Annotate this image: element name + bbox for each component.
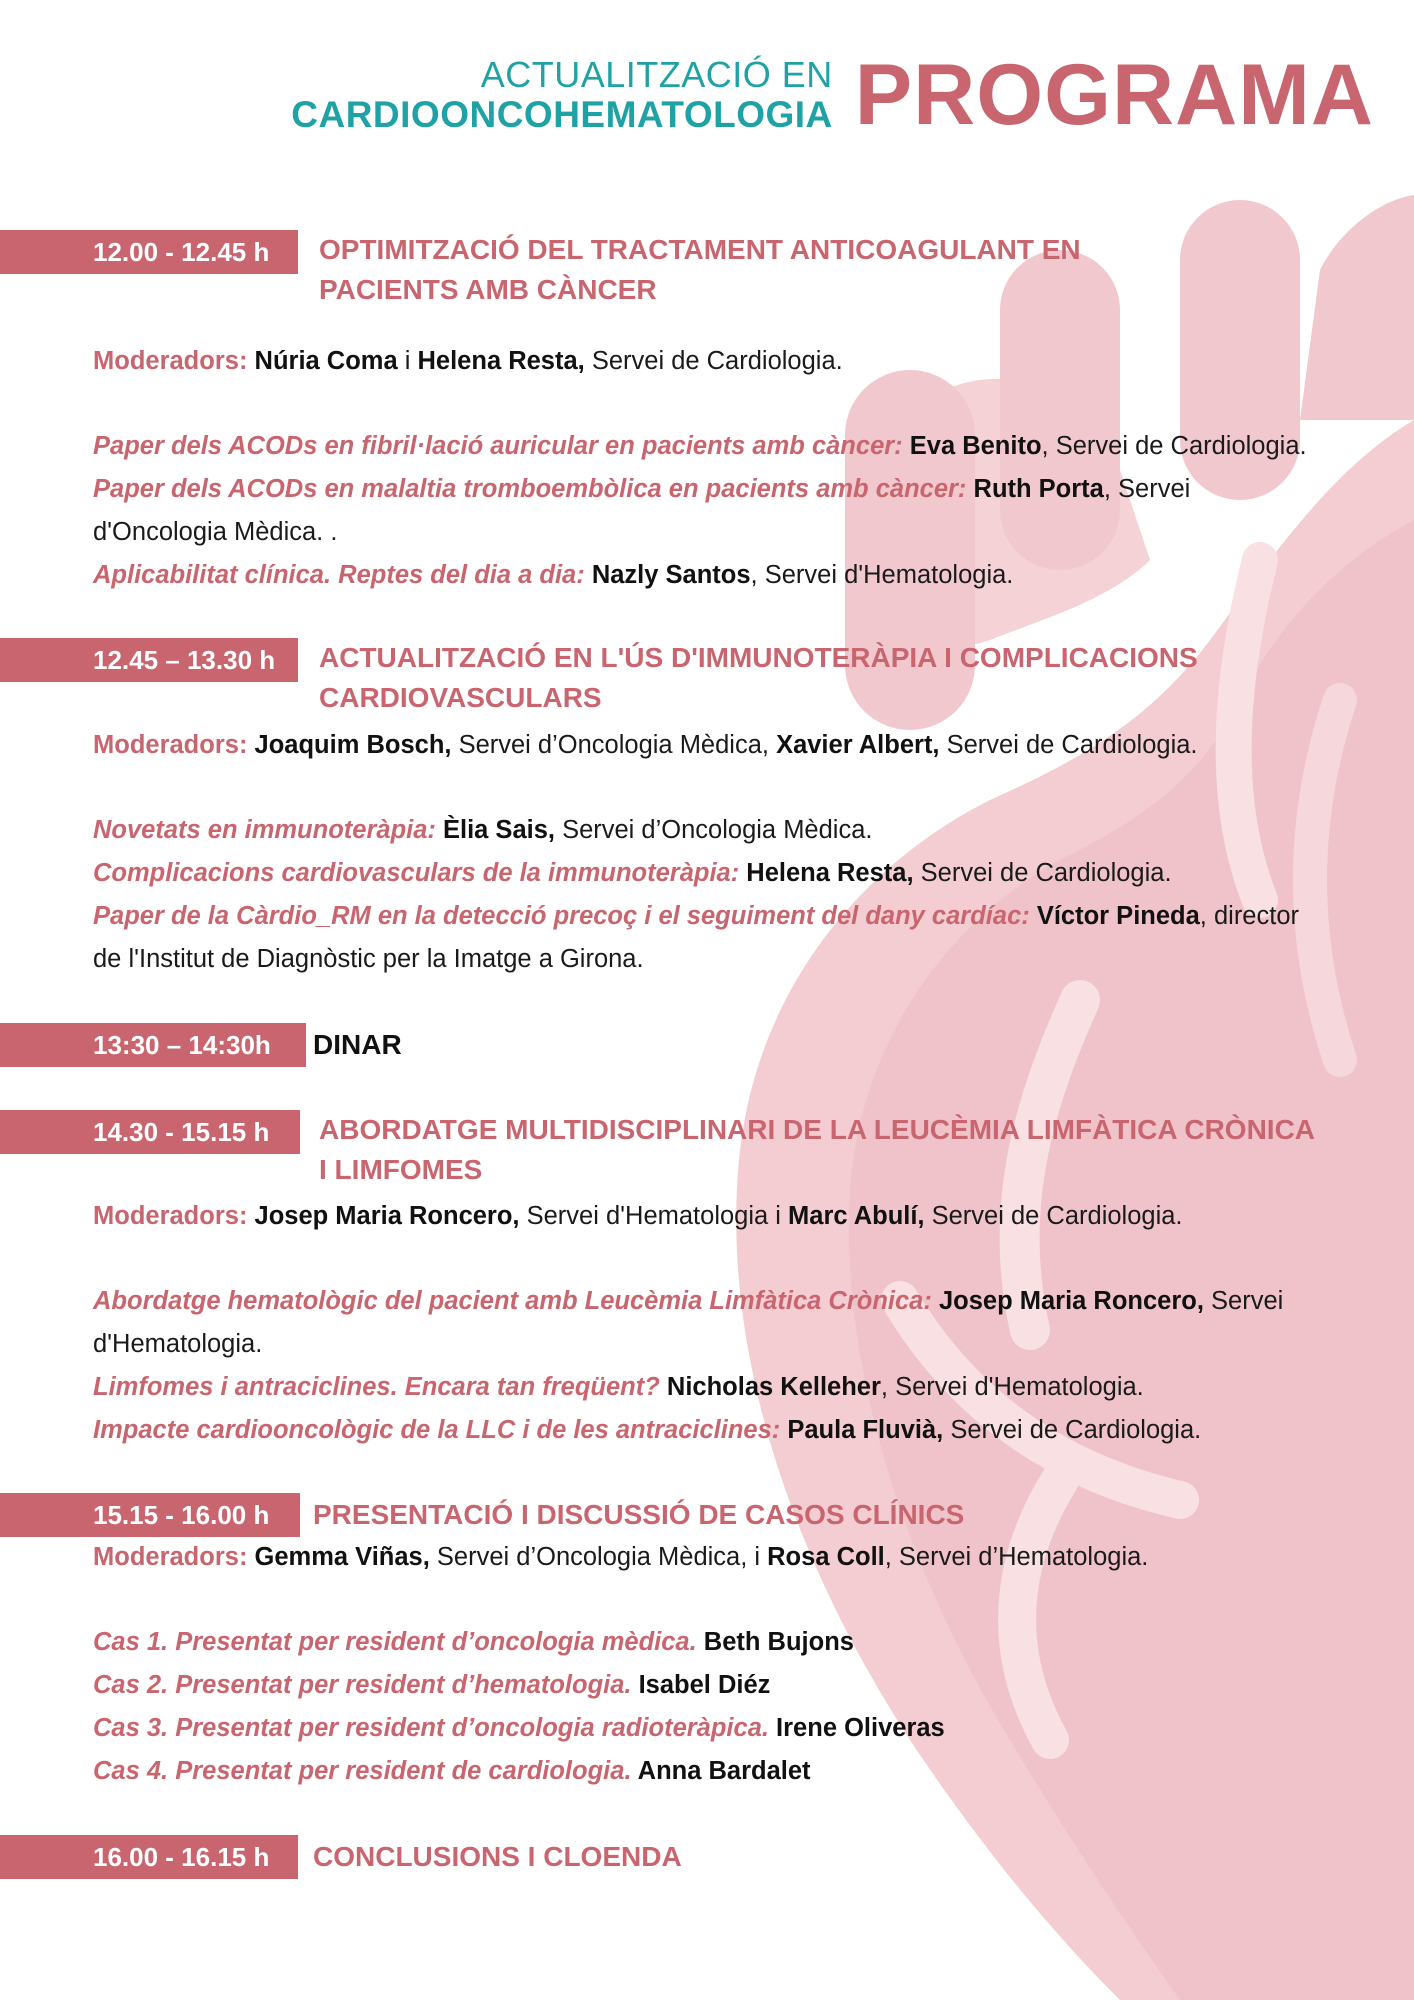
- session-time: 14.30 - 15.15 h: [0, 1110, 300, 1154]
- text: , Servei de Cardiologia.: [1041, 432, 1307, 460]
- text: , Servei: [1103, 475, 1191, 503]
- case-4: [93, 1750, 1343, 1793]
- session-time: 16.00 - 16.15 h: [0, 1835, 298, 1879]
- talk-3: [93, 895, 1343, 938]
- talk-title: Paper de la Càrdio_RM en la detecció precoç i el seguiment del dany cardíac:: [93, 902, 1030, 930]
- case-title: Cas 4. Presentat per resident de cardiologia.: [93, 1757, 632, 1785]
- case-title: Cas 2. Presentat per resident d’hematologia.: [93, 1671, 632, 1699]
- course-title-line2: CARDIOONCOHEMATOLOGIA: [291, 94, 833, 135]
- moderator-name: Gemma Viñas,: [247, 1543, 430, 1571]
- text: Servei d'Hematologia i: [519, 1202, 789, 1230]
- session-time: 13:30 – 14:30h: [0, 1023, 306, 1067]
- session-title: CONCLUSIONS I CLOENDA: [313, 1841, 682, 1872]
- talk-title: Limfomes i antraciclines. Encara tan freqüent?: [93, 1373, 660, 1401]
- talk-title: Paper dels ACODs en fibril·lació auricular en pacients amb càncer:: [93, 432, 903, 460]
- case-3: [93, 1707, 1343, 1750]
- text: , director: [1199, 902, 1299, 930]
- speaker-name: Nazly Santos: [584, 561, 751, 589]
- talk-title: Abordatge hematològic del pacient amb Leucèmia Limfàtica Crònica:: [93, 1287, 932, 1315]
- page-title: PROGRAMA: [854, 47, 1374, 143]
- session-title-line1: ACTUALITZACIÓ EN L'ÚS D'IMMUNOTERÀPIA I COMPLICACIONS: [319, 642, 1198, 673]
- talk-2: [93, 1366, 1343, 1409]
- session-time: 15.15 - 16.00 h: [0, 1493, 300, 1537]
- text: , Servei d'Hematologia.: [750, 561, 1014, 589]
- session-time: 12.00 - 12.45 h: [0, 230, 298, 274]
- text: Servei de Cardiologia.: [584, 347, 843, 375]
- talk-title: Aplicabilitat clínica. Reptes del dia a dia:: [93, 561, 585, 589]
- presenter-name: Beth Bujons: [696, 1628, 854, 1656]
- moderators: [93, 1536, 1343, 1579]
- text: Servei: [1203, 1287, 1284, 1315]
- speaker-name: Eva Benito: [902, 432, 1042, 460]
- speaker-name: Ruth Porta: [966, 475, 1104, 503]
- talk-3: [93, 554, 1343, 597]
- moderators-label: Moderadors:: [93, 1543, 248, 1571]
- moderators: [93, 1195, 1343, 1238]
- text: , Servei d'Hematologia.: [880, 1373, 1144, 1401]
- talk-2-cont: d'Oncologia Mèdica. .: [93, 518, 338, 546]
- session-title: DINAR: [313, 1029, 402, 1060]
- talk-title: Novetats en immunoteràpia:: [93, 816, 436, 844]
- session-title-line2: I LIMFOMES: [319, 1154, 483, 1185]
- talk-3-cont: de l'Institut de Diagnòstic per la Imatge a Girona.: [93, 945, 644, 973]
- session-title-line2: CARDIOVASCULARS: [319, 682, 602, 713]
- talk-1: [93, 1280, 1343, 1323]
- moderators: [93, 724, 1343, 767]
- text: Servei de Cardiologia.: [943, 1416, 1202, 1444]
- speaker-name: Paula Fluvià,: [780, 1416, 944, 1444]
- text: Servei de Cardiologia.: [913, 859, 1172, 887]
- moderator-name: Marc Abulí,: [788, 1202, 925, 1230]
- talk-2: [93, 852, 1343, 895]
- talk-1: [93, 809, 1343, 852]
- speaker-name: Víctor Pineda: [1029, 902, 1200, 930]
- text: Servei d’Oncologia Mèdica, i: [429, 1543, 768, 1571]
- session-title-line1: OPTIMITZACIÓ DEL TRACTAMENT ANTICOAGULANT EN: [319, 234, 1081, 265]
- moderators-label: Moderadors:: [93, 731, 248, 759]
- moderator-name: Joaquim Bosch,: [247, 731, 452, 759]
- talk-2: [93, 468, 1343, 511]
- session-title: PRESENTACIÓ I DISCUSSIÓ DE CASOS CLÍNICS: [313, 1499, 965, 1530]
- moderators-label: Moderadors:: [93, 347, 248, 375]
- talk-title: Complicacions cardiovasculars de la immunoteràpia:: [93, 859, 740, 887]
- text: , Servei d’Hematologia.: [884, 1543, 1149, 1571]
- moderators: [93, 340, 1343, 383]
- moderators-label: Moderadors:: [93, 1202, 248, 1230]
- speaker-name: Josep Maria Roncero,: [931, 1287, 1204, 1315]
- text: Servei d’Oncologia Mèdica,: [451, 731, 777, 759]
- text: Servei d’Oncologia Mèdica.: [554, 816, 873, 844]
- course-title-line1: ACTUALITZACIÓ EN: [480, 54, 833, 95]
- session-time: 12.45 – 13.30 h: [0, 638, 298, 682]
- talk-3: [93, 1409, 1343, 1452]
- case-2: [93, 1664, 1343, 1707]
- speaker-name: Helena Resta,: [739, 859, 914, 887]
- session-title-line1: ABORDATGE MULTIDISCIPLINARI DE LA LEUCÈMIA LIMFÀTICA CRÒNICA: [319, 1114, 1316, 1145]
- moderator-name: Josep Maria Roncero,: [247, 1202, 520, 1230]
- case-title: Cas 1. Presentat per resident d’oncologia mèdica.: [93, 1628, 697, 1656]
- speaker-name: Èlia Sais,: [435, 816, 555, 844]
- talk-1-cont: d'Hematologia.: [93, 1330, 263, 1358]
- speaker-name: Nicholas Kelleher: [659, 1373, 881, 1401]
- case-1: [93, 1621, 1343, 1664]
- case-title: Cas 3. Presentat per resident d’oncologia radioteràpica.: [93, 1714, 769, 1742]
- presenter-name: Isabel Diéz: [631, 1671, 771, 1699]
- talk-title: Paper dels ACODs en malaltia tromboembòlica en pacients amb càncer:: [93, 475, 967, 503]
- presenter-name: Irene Oliveras: [768, 1714, 945, 1742]
- presenter-name: Anna Bardalet: [631, 1757, 811, 1785]
- moderator-name: Núria Coma: [254, 347, 398, 375]
- text: Servei de Cardiologia.: [939, 731, 1198, 759]
- talk-1: [93, 425, 1343, 468]
- moderator-name: Rosa Coll: [767, 1543, 885, 1571]
- moderator-name: Xavier Albert,: [776, 731, 940, 759]
- moderator-name: Helena Resta,: [417, 347, 585, 375]
- talk-title: Impacte cardiooncològic de la LLC i de les antraciclines:: [93, 1416, 781, 1444]
- text: i: [397, 347, 418, 375]
- session-title-line2: PACIENTS AMB CÀNCER: [319, 274, 657, 305]
- text: Servei de Cardiologia.: [924, 1202, 1183, 1230]
